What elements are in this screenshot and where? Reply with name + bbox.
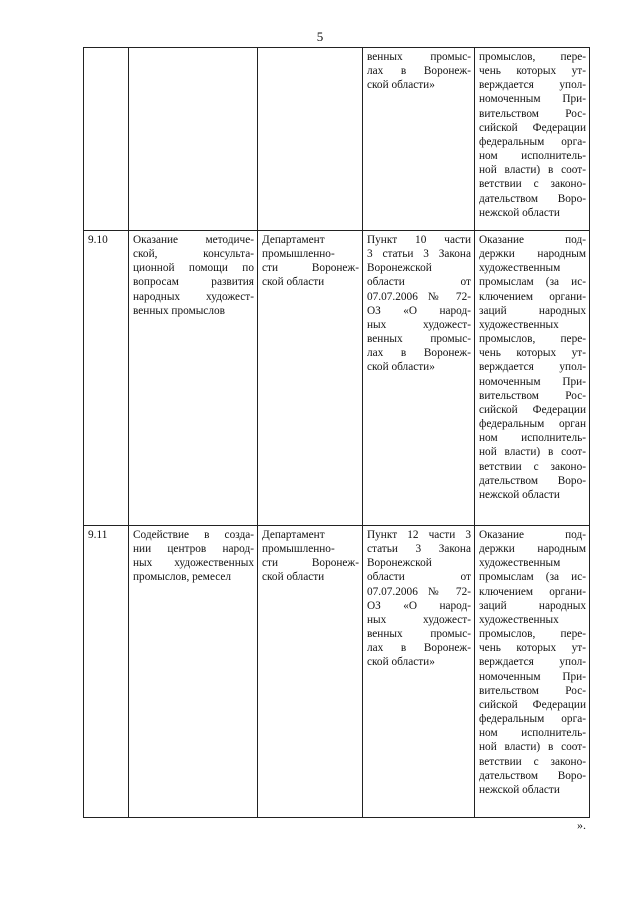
cell-line: лах в Воронеж- (367, 347, 471, 360)
cell-line: венных промыслов (133, 304, 225, 317)
cell-line: сти Воронеж- (262, 262, 359, 275)
cell-line: венных промыс- (367, 333, 471, 346)
cell-line: художественным (479, 557, 561, 570)
note-cell (475, 48, 590, 231)
legal-basis-cell (363, 526, 475, 818)
note-cell (475, 231, 590, 526)
cell-line: чень которых ут- (479, 347, 586, 360)
cell-line: ской области» (367, 361, 435, 374)
closing-quote-mark: ». (577, 818, 586, 832)
cell-line: ном исполнитель- (479, 432, 586, 445)
cell-line: заций народных (479, 304, 586, 317)
cell-line: федеральным орган (479, 418, 586, 431)
cell-line: ключением органи- (479, 290, 586, 303)
cell-line: 07.07.2006 № 72- (367, 585, 471, 598)
cell-line: народных художест- (133, 290, 254, 303)
cell-line: ных художест- (367, 318, 471, 331)
cell-line: дательством Воро- (479, 769, 586, 782)
cell-line: сийской Федерации (479, 698, 586, 711)
cell-line: ской области (262, 276, 325, 289)
cell-line: промыслам (за ис- (479, 276, 586, 289)
cell-line: области от (367, 571, 471, 584)
legal-basis-cell (363, 231, 475, 526)
cell-line: лах в Воронеж- (367, 642, 471, 655)
cell-line: ном исполнитель- (479, 150, 586, 163)
cell-line: нии центров народ- (133, 543, 254, 556)
cell-line: федеральным орга- (479, 135, 586, 148)
cell-line: чень которых ут- (479, 65, 586, 78)
cell-line: ключением органи- (479, 585, 586, 598)
table-row (84, 526, 590, 818)
cell-line: области от (367, 276, 471, 289)
cell-line: держки народным (479, 248, 586, 261)
table-row (84, 231, 590, 526)
cell-line: промыслов, пере- (479, 51, 586, 63)
cell-line: лах в Воронеж- (367, 65, 471, 78)
cell-line: Воронежской (367, 557, 432, 570)
cell-line: промыслам (за ис- (479, 571, 586, 584)
cell-line: художественных (479, 318, 559, 331)
cell-line: ской области (262, 571, 325, 584)
cell-line: вительством Рос- (479, 107, 586, 120)
document-table (83, 47, 590, 818)
cell-line: нежской области (479, 488, 560, 501)
page-number: 5 (316, 29, 324, 44)
cell-line: сийской Федерации (479, 121, 586, 134)
table-row (84, 48, 590, 231)
cell-line: нежской области (479, 206, 560, 219)
cell-line: ОЗ «О народ- (367, 304, 471, 317)
cell-line: ской, консульта- (133, 248, 254, 261)
cell-line: Пункт 12 части 3 (367, 529, 471, 541)
cell-line: промыслов, пере- (479, 333, 586, 346)
activity-cell (129, 231, 258, 526)
note-cell (475, 526, 590, 818)
cell-line: верждается упол- (479, 79, 586, 92)
cell-line: сийской Федерации (479, 403, 586, 416)
activity-cell (129, 48, 258, 231)
cell-line: промыслов, ремесел (133, 571, 232, 584)
cell-line: ных художест- (367, 613, 471, 626)
cell-line: ной власти) в соот- (479, 164, 586, 177)
cell-line: ветствии с законо- (479, 178, 586, 191)
cell-line: Департамент (262, 529, 325, 541)
cell-line: венных промыс- (367, 51, 471, 63)
cell-line: ном исполнитель- (479, 727, 586, 740)
cell-line: Воронежской (367, 262, 432, 275)
cell-line: 07.07.2006 № 72- (367, 290, 471, 303)
cell-line: Оказание методиче- (133, 234, 254, 246)
cell-line: ной власти) в соот- (479, 741, 586, 754)
cell-line: вительством Рос- (479, 684, 586, 697)
cell-line: Оказание под- (479, 529, 586, 541)
cell-line: верждается упол- (479, 361, 586, 374)
cell-line: ной власти) в соот- (479, 446, 586, 459)
cell-line: ционной помощи по (133, 262, 254, 275)
cell-line: Департамент (262, 234, 325, 246)
cell-line: вительством Рос- (479, 389, 586, 402)
cell-line: нежской области (479, 783, 560, 796)
department-cell (258, 48, 363, 231)
cell-line: дательством Воро- (479, 474, 586, 487)
cell-line: статьи 3 Закона (367, 543, 471, 556)
cell-line: промышленно- (262, 543, 335, 556)
cell-line: номоченным При- (479, 375, 586, 388)
cell-line: верждается упол- (479, 656, 586, 669)
cell-line: художественных (479, 613, 559, 626)
cell-line: Содействие в созда- (133, 529, 254, 541)
cell-line: Пункт 10 части (367, 234, 471, 246)
cell-line: федеральным орга- (479, 713, 586, 726)
cell-line: чень которых ут- (479, 642, 586, 655)
cell-line: заций народных (479, 599, 586, 612)
cell-line: сти Воронеж- (262, 557, 359, 570)
cell-line: художественным (479, 262, 561, 275)
department-cell (258, 526, 363, 818)
row-number-cell: 9.11 (84, 526, 129, 818)
row-number-cell: 9.10 (84, 231, 129, 526)
cell-line: дательством Воро- (479, 192, 586, 205)
cell-line: промыслов, пере- (479, 628, 586, 641)
cell-line: номоченным При- (479, 93, 586, 106)
cell-line: ветствии с законо- (479, 755, 586, 768)
cell-line: ской области» (367, 656, 435, 669)
cell-line: венных промыс- (367, 628, 471, 641)
legal-basis-cell (363, 48, 475, 231)
cell-line: промышленно- (262, 248, 335, 261)
cell-line: 3 статьи 3 Закона (367, 248, 471, 261)
cell-line: ской области» (367, 79, 435, 92)
cell-line: номоченным При- (479, 670, 586, 683)
cell-line: вопросам развития (133, 276, 254, 289)
cell-line: ных художественных (133, 557, 254, 570)
activity-cell (129, 526, 258, 818)
cell-line: держки народным (479, 543, 586, 556)
cell-line: ОЗ «О народ- (367, 599, 471, 612)
department-cell (258, 231, 363, 526)
cell-line: ветствии с законо- (479, 460, 586, 473)
cell-line: Оказание под- (479, 234, 586, 246)
row-number-cell (84, 48, 129, 231)
